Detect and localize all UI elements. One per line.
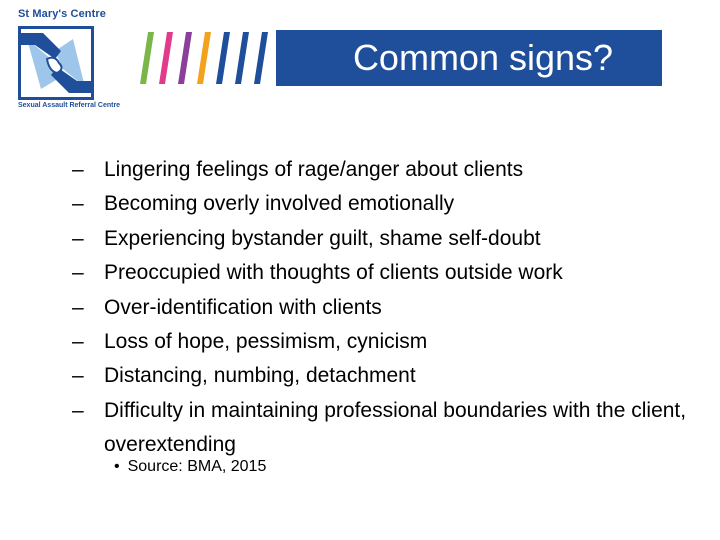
bullet-dash: –: [72, 364, 84, 388]
header-stripes: [134, 30, 284, 86]
logo-title: St Mary's Centre: [18, 8, 106, 20]
bullet-text: Lingering feelings of rage/anger about clients: [104, 158, 524, 181]
header-stripe: [254, 32, 268, 84]
header-stripe: [235, 32, 249, 84]
bullet-item: [72, 153, 712, 187]
source-text: Source: BMA, 2015: [127, 458, 267, 475]
bullet-dash: –: [72, 192, 84, 216]
source-bullet: •: [114, 458, 120, 475]
bullet-item: [72, 325, 712, 359]
bullet-item: [72, 256, 712, 290]
bullet-text: Preoccupied with thoughts of clients outside work: [104, 261, 563, 285]
bullet-dash: –: [72, 261, 84, 285]
slide-title: Common signs?: [352, 37, 614, 78]
bullet-item: [72, 222, 712, 256]
bullet-dash: –: [72, 398, 84, 422]
hands-icon: [18, 26, 94, 100]
bullet-list: [72, 153, 712, 463]
bullet-text: Loss of hope, pessimism, cynicism: [104, 330, 428, 354]
header-stripe: [216, 32, 230, 84]
header-stripe: [178, 32, 192, 84]
bullet-item: [72, 291, 712, 325]
bullet-text: Becoming overly involved emotionally: [104, 192, 455, 216]
bullet-text: Experiencing bystander guilt, shame self-doubt: [104, 226, 541, 250]
logo-subtitle: Sexual Assault Referral Centre: [18, 102, 121, 109]
bullet-text: Difficulty in maintaining professional boundaries with the client, overextending: [104, 398, 687, 457]
bullet-dash: –: [72, 330, 84, 354]
bullet-dash: –: [72, 226, 84, 250]
header-stripe: [197, 32, 211, 84]
logo: [14, 6, 126, 114]
bullet-text: Over-identification with clients: [104, 295, 382, 319]
title-bar: [276, 30, 662, 86]
header-stripe: [159, 32, 173, 84]
bullet-dash: –: [72, 295, 84, 319]
bullet-item: [72, 359, 712, 393]
bullet-dash: –: [72, 158, 84, 181]
bullet-text: Distancing, numbing, detachment: [104, 364, 416, 388]
header-stripe: [140, 32, 154, 84]
source-note: [114, 458, 266, 476]
bullet-item: [72, 187, 712, 221]
bullet-item: [72, 394, 712, 463]
